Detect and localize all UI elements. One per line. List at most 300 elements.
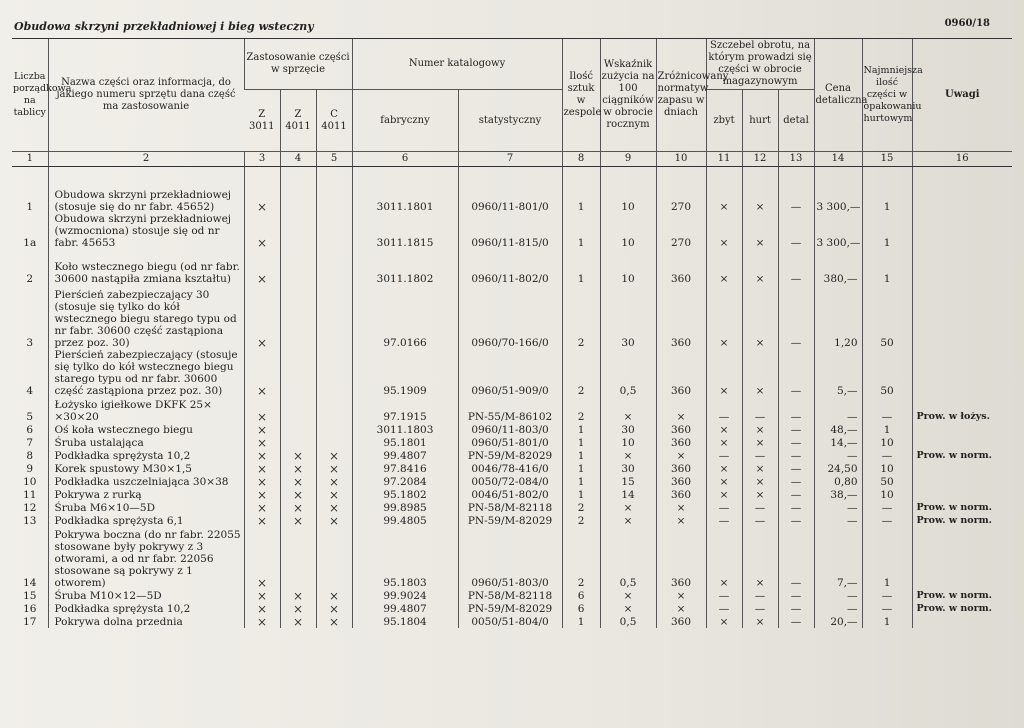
usage-z3011: ×: [244, 514, 280, 527]
row-number: 9: [26, 463, 34, 475]
stock-norm: 360: [656, 615, 706, 628]
turnover-zbyt: ×: [706, 285, 742, 349]
statistical-number: 0050/51-804/0: [458, 615, 562, 628]
statistical-number: 0960/11-801/0: [458, 181, 562, 213]
min-pack-qty: 50: [862, 349, 912, 397]
factory-number: 95.1802: [352, 488, 458, 501]
quantity: 1: [562, 181, 600, 213]
min-pack-qty: 1: [862, 181, 912, 213]
retail-price: —: [814, 589, 862, 602]
stock-norm: 360: [656, 249, 706, 285]
part-name: Podkładka sprężysta 10,2: [48, 602, 244, 615]
wear-index: 0,5: [600, 527, 656, 589]
retail-price: 380,—: [814, 249, 862, 285]
row-number: 16: [23, 603, 37, 615]
part-name: Podkładka sprężysta 10,2: [48, 449, 244, 462]
usage-z4011: ×: [280, 462, 316, 475]
row-number: 5: [26, 411, 34, 423]
part-name: Pokrywa dolna przednia: [48, 615, 244, 628]
remarks: Prow. w norm.: [912, 589, 1012, 602]
retail-price: —: [814, 602, 862, 615]
part-name: Pokrywa boczna (do nr fabr. 22055 stosowane były pokrywy z 3 otworami, a od nr fabr. 22056 stosowane są pokrywy z 1 otworem): [48, 527, 244, 589]
min-pack-qty: 1: [862, 423, 912, 436]
min-pack-qty: 50: [862, 285, 912, 349]
page-number: 0960/18: [944, 18, 990, 29]
turnover-detal: —: [778, 462, 814, 475]
min-pack-qty: —: [862, 514, 912, 527]
row-number: 12: [23, 502, 37, 514]
row-number: 11: [23, 489, 37, 501]
column-number: 8: [562, 152, 600, 167]
usage-z3011: ×: [244, 462, 280, 475]
usage-z3011: ×: [244, 213, 280, 249]
stock-norm: 360: [656, 436, 706, 449]
header-hurt: hurt: [742, 90, 778, 152]
usage-c4011: [316, 527, 352, 589]
factory-number: 3011.1815: [352, 213, 458, 249]
usage-z4011: [280, 249, 316, 285]
stock-norm: ×: [656, 589, 706, 602]
usage-c4011: ×: [316, 475, 352, 488]
row-number: 2: [26, 273, 34, 285]
row-number: 8: [26, 450, 34, 462]
retail-price: —: [814, 514, 862, 527]
usage-c4011: [316, 285, 352, 349]
statistical-number: PN-59/M-82029: [458, 449, 562, 462]
table-row: [12, 527, 1012, 589]
statistical-number: 0960/51-803/0: [458, 527, 562, 589]
usage-z3011: ×: [244, 527, 280, 589]
usage-c4011: [316, 397, 352, 423]
wear-index: ×: [600, 449, 656, 462]
table-body: [12, 167, 1012, 629]
turnover-hurt: ×: [742, 462, 778, 475]
usage-z4011: [280, 527, 316, 589]
usage-c4011: ×: [316, 589, 352, 602]
remarks: Prow. w norm.: [912, 602, 1012, 615]
quantity: 2: [562, 501, 600, 514]
retail-price: 1,20: [814, 285, 862, 349]
wear-index: ×: [600, 514, 656, 527]
usage-z4011: [280, 397, 316, 423]
retail-price: 5,—: [814, 349, 862, 397]
retail-price: 20,—: [814, 615, 862, 628]
table-row: [12, 488, 1012, 501]
min-pack-qty: —: [862, 449, 912, 462]
header-detal: detal: [778, 90, 814, 152]
turnover-hurt: ×: [742, 285, 778, 349]
statistical-number: 0046/51-802/0: [458, 488, 562, 501]
turnover-detal: —: [778, 213, 814, 249]
usage-z4011: ×: [280, 488, 316, 501]
statistical-number: 0960/11-803/0: [458, 423, 562, 436]
remarks: [912, 436, 1012, 449]
column-number: 2: [48, 152, 244, 167]
turnover-detal: —: [778, 349, 814, 397]
usage-c4011: [316, 423, 352, 436]
factory-number: 95.1803: [352, 527, 458, 589]
min-pack-qty: —: [862, 397, 912, 423]
usage-c4011: [316, 213, 352, 249]
part-name: Pokrywa z rurką: [48, 488, 244, 501]
usage-c4011: ×: [316, 615, 352, 628]
wear-index: 0,5: [600, 615, 656, 628]
turnover-hurt: ×: [742, 423, 778, 436]
quantity: 1: [562, 213, 600, 249]
min-pack-qty: 1: [862, 213, 912, 249]
quantity: 6: [562, 602, 600, 615]
usage-z3011: ×: [244, 602, 280, 615]
turnover-zbyt: ×: [706, 475, 742, 488]
row-number: 4: [26, 385, 34, 397]
table-header: [12, 39, 1012, 167]
stock-norm: 360: [656, 285, 706, 349]
part-name: Śruba M10×12—5D: [48, 589, 244, 602]
factory-number: 99.4805: [352, 514, 458, 527]
factory-number: 99.4807: [352, 602, 458, 615]
turnover-detal: —: [778, 397, 814, 423]
stock-norm: ×: [656, 514, 706, 527]
turnover-zbyt: ×: [706, 423, 742, 436]
row-number: 1a: [23, 237, 37, 249]
quantity: 2: [562, 349, 600, 397]
turnover-zbyt: ×: [706, 436, 742, 449]
turnover-zbyt: ×: [706, 527, 742, 589]
turnover-detal: —: [778, 589, 814, 602]
remarks: [912, 285, 1012, 349]
turnover-detal: —: [778, 615, 814, 628]
row-number: 15: [23, 590, 37, 602]
factory-number: 99.8985: [352, 501, 458, 514]
turnover-zbyt: —: [706, 589, 742, 602]
column-number: 16: [912, 152, 1012, 167]
factory-number: 3011.1803: [352, 423, 458, 436]
retail-price: 3 300,—: [814, 181, 862, 213]
usage-z3011: ×: [244, 181, 280, 213]
table-row: [12, 462, 1012, 475]
factory-number: 99.9024: [352, 589, 458, 602]
row-number: 6: [26, 424, 34, 436]
turnover-hurt: —: [742, 514, 778, 527]
column-number: 4: [280, 152, 316, 167]
part-name: Pierścień zabezpieczający 30 (stosuje się tylko do kół wstecznego biegu starego typu od nr fabr. 30600 część zastąpiona przez poz. 30): [48, 285, 244, 349]
min-pack-qty: 1: [862, 615, 912, 628]
table-row: [12, 501, 1012, 514]
remarks: [912, 349, 1012, 397]
header-stock-norm: Zróżnicowany normatyw zapasu w dniach: [656, 39, 706, 152]
usage-z3011: ×: [244, 397, 280, 423]
turnover-hurt: ×: [742, 488, 778, 501]
row-number: 1: [26, 201, 34, 213]
usage-c4011: [316, 249, 352, 285]
header-qty: Ilość sztuk w zespole: [562, 39, 600, 152]
part-name: Śruba ustalająca: [48, 436, 244, 449]
turnover-detal: —: [778, 436, 814, 449]
part-name: Podkładka uszczelniająca 30×38: [48, 475, 244, 488]
min-pack-qty: 10: [862, 488, 912, 501]
remarks: Prow. w norm.: [912, 514, 1012, 527]
statistical-number: PN-55/M-86102: [458, 397, 562, 423]
turnover-hurt: ×: [742, 349, 778, 397]
part-name: Obudowa skrzyni przekładniowej (stosuje się do nr fabr. 45652): [48, 181, 244, 213]
table-row: [12, 213, 1012, 249]
factory-number: 3011.1801: [352, 181, 458, 213]
remarks: Prow. w łożys.: [912, 397, 1012, 423]
wear-index: 10: [600, 249, 656, 285]
header-z4011: Z 4011: [280, 90, 316, 152]
remarks: [912, 213, 1012, 249]
remarks: [912, 462, 1012, 475]
row-number: 7: [26, 437, 34, 449]
usage-z4011: ×: [280, 475, 316, 488]
table-row: [12, 615, 1012, 628]
usage-c4011: ×: [316, 501, 352, 514]
remarks: Prow. w norm.: [912, 501, 1012, 514]
min-pack-qty: 10: [862, 462, 912, 475]
usage-c4011: [316, 349, 352, 397]
factory-number: 95.1804: [352, 615, 458, 628]
stock-norm: 360: [656, 488, 706, 501]
usage-c4011: [316, 436, 352, 449]
table-row: [12, 589, 1012, 602]
usage-z4011: [280, 213, 316, 249]
header-zbyt: zbyt: [706, 90, 742, 152]
statistical-number: 0960/11-802/0: [458, 249, 562, 285]
quantity: 2: [562, 285, 600, 349]
usage-z3011: ×: [244, 475, 280, 488]
column-number: 6: [352, 152, 458, 167]
part-name: Korek spustowy M30×1,5: [48, 462, 244, 475]
quantity: 2: [562, 397, 600, 423]
table-row: [12, 181, 1012, 213]
turnover-zbyt: ×: [706, 181, 742, 213]
header-lp: Liczba porządkowa na tablicy: [12, 39, 48, 152]
stock-norm: ×: [656, 501, 706, 514]
stock-norm: 360: [656, 527, 706, 589]
turnover-hurt: —: [742, 589, 778, 602]
turnover-zbyt: —: [706, 449, 742, 462]
turnover-zbyt: ×: [706, 349, 742, 397]
remarks: [912, 615, 1012, 628]
stock-norm: 270: [656, 213, 706, 249]
table-row: [12, 423, 1012, 436]
wear-index: 10: [600, 213, 656, 249]
turnover-detal: —: [778, 181, 814, 213]
turnover-detal: —: [778, 514, 814, 527]
stock-norm: 360: [656, 423, 706, 436]
turnover-hurt: —: [742, 449, 778, 462]
header-wear-index: Wskaźnik zużycia na 100 ciągników w obrocie rocznym: [600, 39, 656, 152]
part-name: Śruba M6×10—5D: [48, 501, 244, 514]
statistical-number: 0046/78-416/0: [458, 462, 562, 475]
usage-z4011: ×: [280, 449, 316, 462]
min-pack-qty: —: [862, 501, 912, 514]
turnover-detal: —: [778, 285, 814, 349]
turnover-hurt: ×: [742, 527, 778, 589]
remarks: [912, 181, 1012, 213]
turnover-detal: —: [778, 423, 814, 436]
table-row: [12, 349, 1012, 397]
wear-index: ×: [600, 602, 656, 615]
statistical-number: 0960/11-815/0: [458, 213, 562, 249]
usage-z4011: ×: [280, 602, 316, 615]
quantity: 2: [562, 514, 600, 527]
stock-norm: ×: [656, 602, 706, 615]
column-number: 3: [244, 152, 280, 167]
header-name: Nazwa części oraz informacja, do jakiego numeru sprzętu dana część ma zastosowanie: [48, 39, 244, 152]
header-z3011: Z 3011: [244, 90, 280, 152]
retail-price: 3 300,—: [814, 213, 862, 249]
remarks: [912, 249, 1012, 285]
turnover-detal: —: [778, 449, 814, 462]
column-number: 11: [706, 152, 742, 167]
table-row: [12, 285, 1012, 349]
row-number: 14: [23, 577, 37, 589]
turnover-zbyt: ×: [706, 488, 742, 501]
statistical-number: PN-58/M-82118: [458, 501, 562, 514]
wear-index: 30: [600, 462, 656, 475]
wear-index: 0,5: [600, 349, 656, 397]
quantity: 6: [562, 589, 600, 602]
table-row: [12, 602, 1012, 615]
part-name: Obudowa skrzyni przekładniowej (wzmocniona) stosuje się od nr fabr. 45653: [48, 213, 244, 249]
part-name: Pierścień zabezpieczający (stosuje się tylko do kół wstecznego biegu starego typu od nr fabr. 30600 część zastąpiona przez poz. 30): [48, 349, 244, 397]
factory-number: 95.1909: [352, 349, 458, 397]
remarks: [912, 423, 1012, 436]
row-number: 17: [23, 616, 37, 628]
wear-index: ×: [600, 501, 656, 514]
min-pack-qty: 1: [862, 527, 912, 589]
usage-c4011: ×: [316, 514, 352, 527]
wear-index: 10: [600, 436, 656, 449]
column-number: 12: [742, 152, 778, 167]
header-turnover-group: Szczebel obrotu, na którym prowadzi się części w obrocie magazynowym: [706, 39, 814, 90]
turnover-zbyt: —: [706, 397, 742, 423]
turnover-hurt: —: [742, 397, 778, 423]
wear-index: 15: [600, 475, 656, 488]
wear-index: ×: [600, 397, 656, 423]
header-factory-no: fabryczny: [352, 90, 458, 152]
retail-price: 24,50: [814, 462, 862, 475]
turnover-detal: —: [778, 527, 814, 589]
quantity: 1: [562, 436, 600, 449]
column-number: 5: [316, 152, 352, 167]
column-number: 1: [12, 152, 48, 167]
remarks: Prow. w norm.: [912, 449, 1012, 462]
turnover-zbyt: ×: [706, 249, 742, 285]
wear-index: 30: [600, 423, 656, 436]
usage-z4011: ×: [280, 514, 316, 527]
header-min-pack: Najmniejsza ilość części w opakowaniu hurtowym: [862, 39, 912, 152]
header-remarks: Uwagi: [912, 39, 1012, 152]
remarks: [912, 475, 1012, 488]
quantity: 2: [562, 527, 600, 589]
header-catalog-group: Numer katalogowy: [352, 39, 562, 90]
table-row: [12, 397, 1012, 423]
usage-z4011: [280, 285, 316, 349]
usage-z3011: ×: [244, 249, 280, 285]
min-pack-qty: 10: [862, 436, 912, 449]
statistical-number: 0960/51-801/0: [458, 436, 562, 449]
part-name: Oś koła wstecznego biegu: [48, 423, 244, 436]
usage-z4011: [280, 436, 316, 449]
min-pack-qty: —: [862, 602, 912, 615]
usage-z4011: ×: [280, 615, 316, 628]
table-row: [12, 514, 1012, 527]
usage-c4011: ×: [316, 488, 352, 501]
usage-z4011: [280, 423, 316, 436]
turnover-zbyt: ×: [706, 462, 742, 475]
statistical-number: 0960/70-166/0: [458, 285, 562, 349]
header-usage-group: Zastosowanie części w sprzęcie: [244, 39, 352, 90]
column-number: 14: [814, 152, 862, 167]
part-name: Łożysko igiełkowe DKFK 25× ×30×20: [48, 397, 244, 423]
stock-norm: 360: [656, 349, 706, 397]
usage-c4011: ×: [316, 462, 352, 475]
column-number: 13: [778, 152, 814, 167]
turnover-zbyt: —: [706, 514, 742, 527]
wear-index: 30: [600, 285, 656, 349]
usage-c4011: ×: [316, 449, 352, 462]
retail-price: 0,80: [814, 475, 862, 488]
retail-price: —: [814, 397, 862, 423]
retail-price: —: [814, 501, 862, 514]
column-number: 15: [862, 152, 912, 167]
stock-norm: 360: [656, 462, 706, 475]
statistical-number: 0050/72-084/0: [458, 475, 562, 488]
parts-table: [12, 38, 1012, 628]
factory-number: 97.0166: [352, 285, 458, 349]
turnover-hurt: —: [742, 602, 778, 615]
table-row: [12, 449, 1012, 462]
table-row: [12, 475, 1012, 488]
usage-z3011: ×: [244, 449, 280, 462]
wear-index: ×: [600, 589, 656, 602]
quantity: 1: [562, 462, 600, 475]
retail-price: 7,—: [814, 527, 862, 589]
min-pack-qty: 50: [862, 475, 912, 488]
turnover-hurt: ×: [742, 249, 778, 285]
table-row: [12, 436, 1012, 449]
wear-index: 10: [600, 181, 656, 213]
usage-z4011: [280, 349, 316, 397]
stock-norm: 270: [656, 181, 706, 213]
turnover-detal: —: [778, 602, 814, 615]
factory-number: 97.1915: [352, 397, 458, 423]
factory-number: 99.4807: [352, 449, 458, 462]
min-pack-qty: 1: [862, 249, 912, 285]
column-number: 10: [656, 152, 706, 167]
row-number: 10: [23, 476, 37, 488]
quantity: 1: [562, 475, 600, 488]
retail-price: —: [814, 449, 862, 462]
usage-z3011: ×: [244, 349, 280, 397]
turnover-detal: —: [778, 488, 814, 501]
turnover-hurt: ×: [742, 475, 778, 488]
retail-price: 14,—: [814, 436, 862, 449]
turnover-detal: —: [778, 249, 814, 285]
statistical-number: PN-59/M-82029: [458, 514, 562, 527]
remarks: [912, 488, 1012, 501]
header-c4011: C 4011: [316, 90, 352, 152]
usage-c4011: [316, 181, 352, 213]
turnover-detal: —: [778, 475, 814, 488]
usage-z3011: ×: [244, 285, 280, 349]
usage-z3011: ×: [244, 488, 280, 501]
turnover-hurt: ×: [742, 181, 778, 213]
usage-z4011: [280, 181, 316, 213]
retail-price: 38,—: [814, 488, 862, 501]
